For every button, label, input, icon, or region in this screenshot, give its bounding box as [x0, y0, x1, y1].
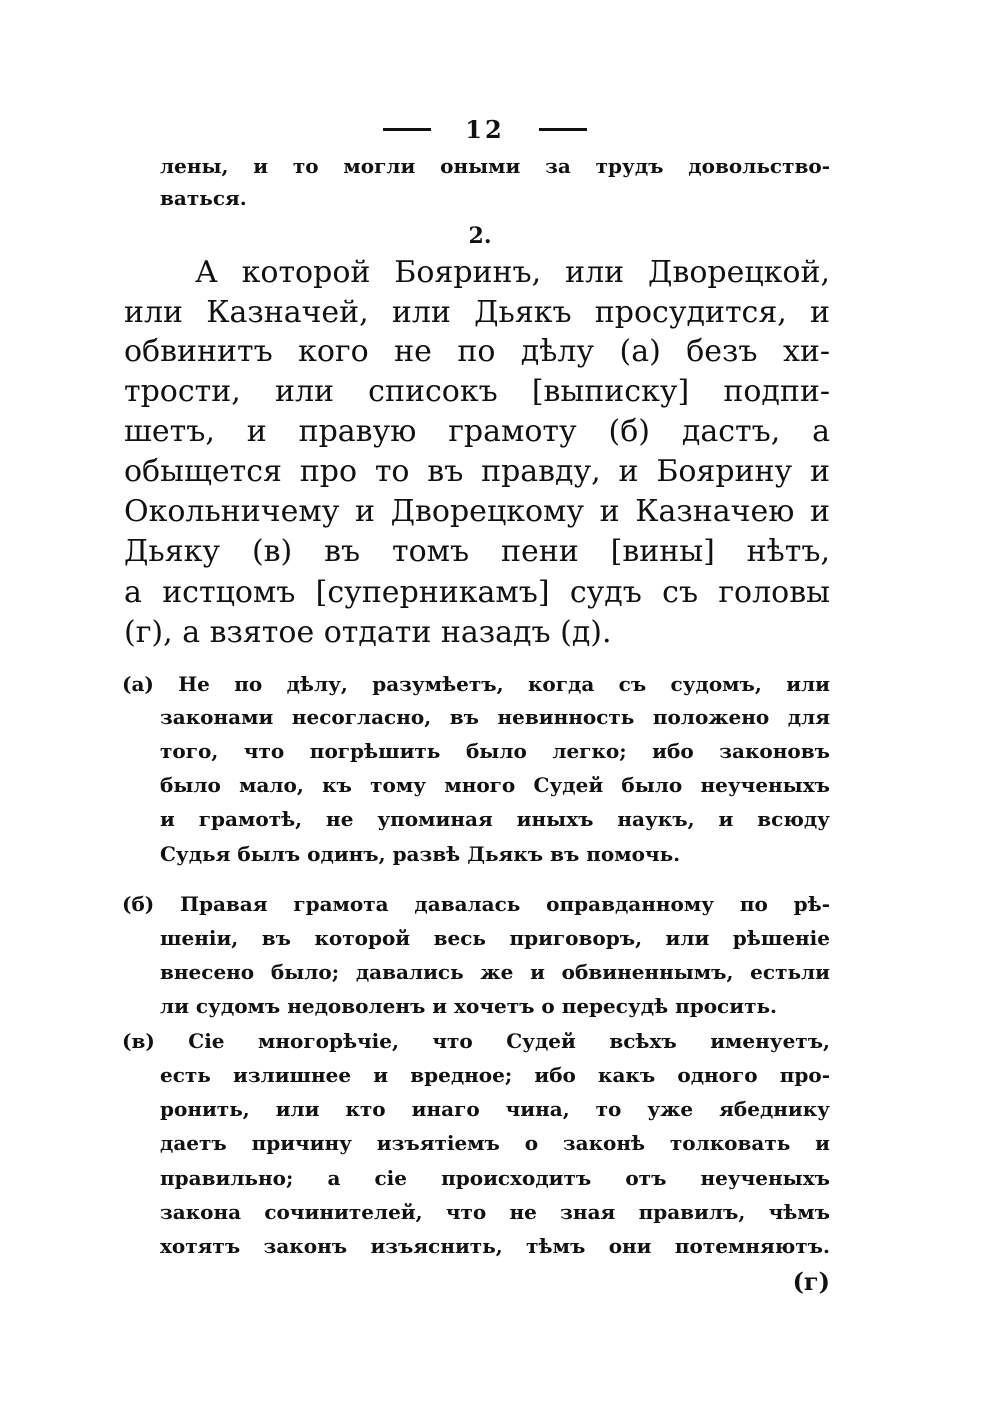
footnote-b-line: внесено было; давались же и обвиненнымъ, естьли — [160, 960, 830, 984]
footnote-v-line: даетъ причину изъятіемъ о законѣ толковать и — [160, 1131, 830, 1155]
left-dash — [383, 128, 431, 131]
main-text-line: а истцомъ [суперникамъ] судъ съ головы — [124, 575, 830, 610]
footnote-v-line: хотятъ законъ изъяснить, тѣмъ они потемняютъ. — [160, 1234, 830, 1258]
footnote-v-line: ронить, или кто инаго чина, то уже ябеднику — [160, 1097, 830, 1121]
page-number: 12 — [465, 114, 505, 144]
footnote-a-line: того, что погрѣшить было легко; ибо законовъ — [160, 739, 830, 763]
main-text-line: обыщется про то въ правду, и Боярину и — [124, 454, 830, 489]
article-number: 2. — [468, 223, 492, 249]
right-dash — [539, 128, 587, 131]
footnote-a-line: (а) Не по дѣлу, разумѣетъ, когда съ судомъ, или — [122, 672, 830, 696]
footnote-a-line: было мало, къ тому много Судей было неученыхъ — [160, 773, 830, 797]
footnote-a-line: и грамотѣ, не упоминая иныхъ наукъ, и всюду — [160, 807, 830, 831]
main-text-line: трости, или списокъ [выписку] подпи- — [124, 374, 830, 409]
footnote-b-line: (б) Правая грамота давалась оправданному по рѣ- — [122, 892, 830, 916]
footnote-a-line: Судья былъ одинъ, развѣ Дьякъ въ помочь. — [160, 842, 681, 866]
footnote-v-line: правильно; а сіе происходитъ отъ неученыхъ — [160, 1166, 830, 1190]
main-text-line: А которой Бояринъ, или Дворецкой, — [195, 255, 830, 290]
main-text-line: Окольничему и Дворецкому и Казначею и — [124, 494, 830, 529]
page-number-header — [370, 113, 600, 145]
continuation-line: лены, и то могли оными за трудъ довольство- — [160, 154, 830, 178]
catchword: (г) — [792, 1267, 830, 1296]
continuation-line: ваться. — [160, 186, 247, 210]
main-text-line: обвинитъ кого не по дѣлу (а) безъ хи- — [124, 334, 830, 369]
footnote-b-line: шеніи, въ которой весь приговоръ, или рѣшеніе — [160, 926, 830, 950]
footnote-b-line: ли судомъ недоволенъ и хочетъ о пересудѣ просить. — [160, 994, 778, 1018]
main-text-line: или Казначей, или Дьякъ просудится, и — [124, 295, 830, 330]
main-text-line: шетъ, и правую грамоту (б) дастъ, а — [124, 414, 830, 449]
main-text-line: (г), а взятое отдати назадъ (д). — [124, 615, 612, 650]
main-text-line: Дьяку (в) въ томъ пени [вины] нѣтъ, — [124, 534, 830, 569]
footnote-v-line: есть излишнее и вредное; ибо какъ одного про- — [160, 1063, 830, 1087]
footnote-v-line: закона сочинителей, что не зная правилъ, чѣмъ — [160, 1200, 830, 1224]
footnote-v-line: (в) Сіе многорѣчіе, что Судей всѣхъ именуетъ, — [122, 1029, 830, 1053]
footnote-a-line: законами несогласно, въ невинность положено для — [160, 705, 830, 729]
